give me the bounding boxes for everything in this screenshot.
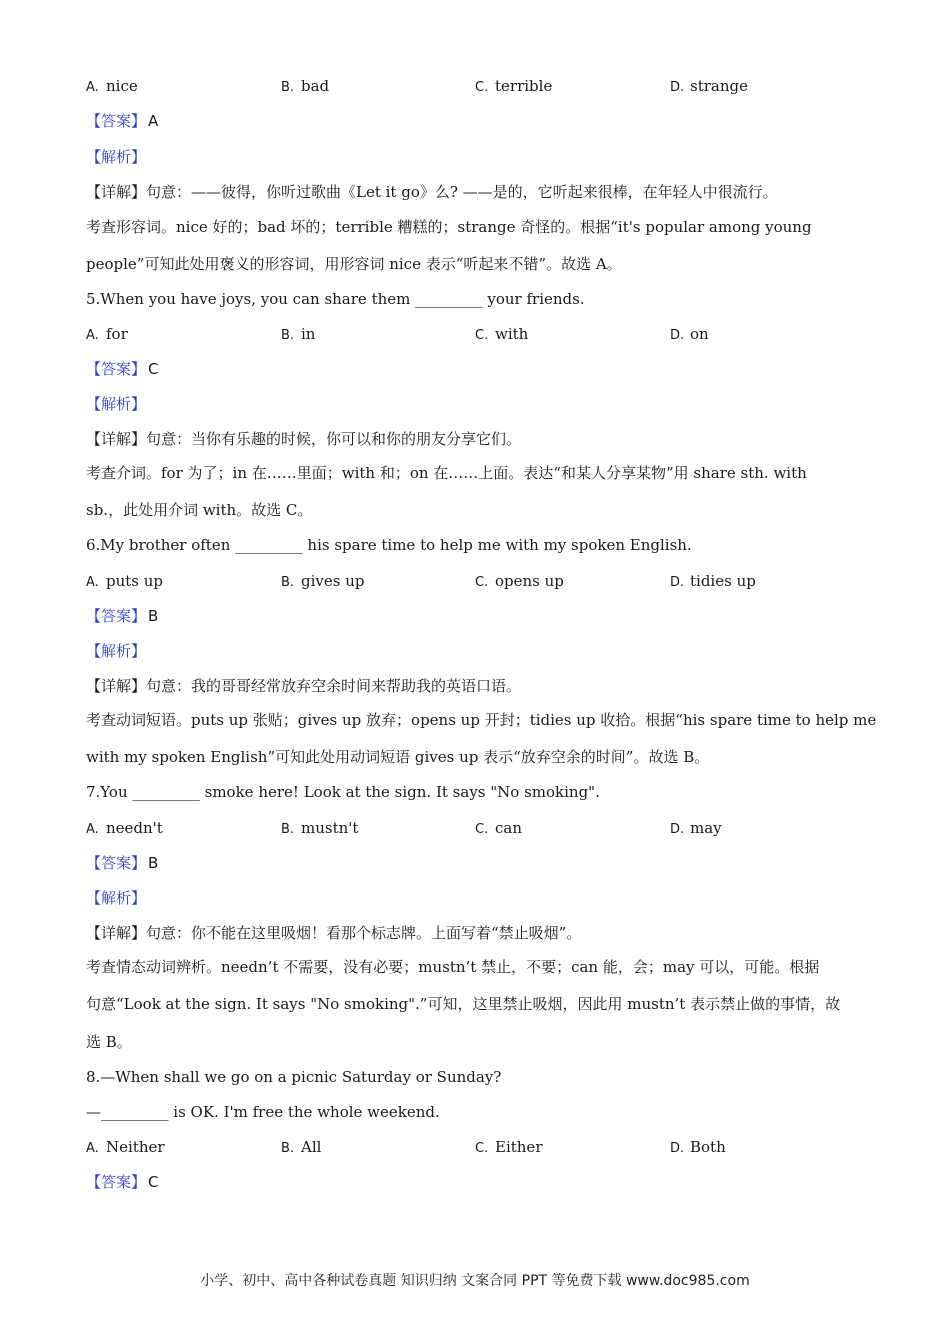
q6-option-d: D. tidies up bbox=[670, 572, 756, 590]
page-footer: 小学、初中、高中各种试卷真题 知识归纳 文案合同 PPT 等免费下载 www.doc985.com bbox=[200, 1273, 750, 1289]
q7-option-b: B. mustn't bbox=[281, 819, 359, 837]
q7-question: 7.You _________ smoke here! Look at the sign. It says "No smoking". bbox=[86, 783, 600, 801]
q6-detail-line-2: 考查动词短语。puts up 张贴；gives up 放弃；opens up 开封；tidies up 收拾。根据“his spare time to help me bbox=[86, 711, 877, 729]
q8-question: 8.—When shall we go on a picnic Saturday or Sunday? bbox=[86, 1068, 502, 1086]
q5-answer: 【答案】 C bbox=[86, 360, 159, 378]
q7-detail-line-4: 选 B。 bbox=[86, 1033, 132, 1051]
q5-detail-line-3: sb.，此处用介词 with。故选 C。 bbox=[86, 501, 313, 519]
q5-analysis-label: 【解析】 bbox=[86, 395, 147, 413]
q4-detail-line-2: 考查形容词。nice 好的；bad 坏的；terrible 糟糕的；strange 奇怪的。根据“it's popular among young bbox=[86, 218, 812, 236]
q4-analysis-label: 【解析】 bbox=[86, 148, 147, 166]
q8-question-reply: —_________ is OK. I'm free the whole weekend. bbox=[86, 1103, 440, 1121]
q4-option-a: A. nice bbox=[86, 77, 138, 95]
q7-detail-line-2: 考查情态动词辨析。needn’t 不需要，没有必要；mustn’t 禁止，不要；can 能，会；may 可以，可能。根据 bbox=[86, 958, 820, 976]
q6-analysis-label: 【解析】 bbox=[86, 642, 147, 660]
q6-question: 6.My brother often _________ his spare time to help me with my spoken English. bbox=[86, 536, 692, 554]
q8-option-b: B. All bbox=[281, 1138, 322, 1156]
q5-detail-line-1: 【详解】句意：当你有乐趣的时候，你可以和你的朋友分享它们。 bbox=[86, 430, 522, 448]
q8-option-d: D. Both bbox=[670, 1138, 726, 1156]
q8-option-c: C. Either bbox=[475, 1138, 543, 1156]
q4-option-b: B. bad bbox=[281, 77, 330, 95]
q5-option-c: C. with bbox=[475, 325, 529, 343]
q6-detail-line-1: 【详解】句意：我的哥哥经常放弃空余时间来帮助我的英语口语。 bbox=[86, 677, 522, 695]
q7-option-c: C. can bbox=[475, 819, 523, 837]
q6-answer: 【答案】 B bbox=[86, 607, 159, 625]
q4-answer: 【答案】 A bbox=[86, 112, 159, 130]
q7-detail-line-1: 【详解】句意：你不能在这里吸烟！看那个标志牌。上面写着“禁止吸烟”。 bbox=[86, 924, 582, 942]
q6-option-a: A. puts up bbox=[86, 572, 164, 590]
q4-detail-line-1: 【详解】句意：——彼得，你听过歌曲《Let it go》么? ——是的，它听起来很棒，在年轻人中很流行。 bbox=[86, 183, 778, 201]
q4-detail-line-3: people”可知此处用褒义的形容词，用形容词 nice 表示“听起来不错”。故选 A。 bbox=[86, 255, 622, 273]
q5-option-b: B. in bbox=[281, 325, 316, 343]
q5-option-a: A. for bbox=[86, 325, 128, 343]
q8-answer: 【答案】 C bbox=[86, 1173, 159, 1191]
q7-analysis-label: 【解析】 bbox=[86, 889, 147, 907]
q7-option-d: D. may bbox=[670, 819, 722, 837]
q5-detail-line-2: 考查介词。for 为了；in 在……里面；with 和；on 在……上面。表达“和某人分享某物”用 share sth. with bbox=[86, 464, 807, 482]
q4-option-c: C. terrible bbox=[475, 77, 553, 95]
q6-option-c: C. opens up bbox=[475, 572, 564, 590]
q8-option-a: A. Neither bbox=[86, 1138, 165, 1156]
q5-option-d: D. on bbox=[670, 325, 709, 343]
q6-detail-line-3: with my spoken English”可知此处用动词短语 gives up 表示“放弃空余的时间”。故选 B。 bbox=[86, 748, 710, 766]
q7-option-a: A. needn't bbox=[86, 819, 163, 837]
q7-detail-line-3: 句意“Look at the sign. It says "No smoking".”可知，这里禁止吸烟，因此用 mustn’t 表示禁止做的事情，故 bbox=[86, 995, 841, 1013]
q7-answer: 【答案】 B bbox=[86, 854, 159, 872]
q5-question: 5.When you have joys, you can share them _________ your friends. bbox=[86, 290, 585, 308]
q4-option-d: D. strange bbox=[670, 77, 748, 95]
q6-option-b: B. gives up bbox=[281, 572, 365, 590]
